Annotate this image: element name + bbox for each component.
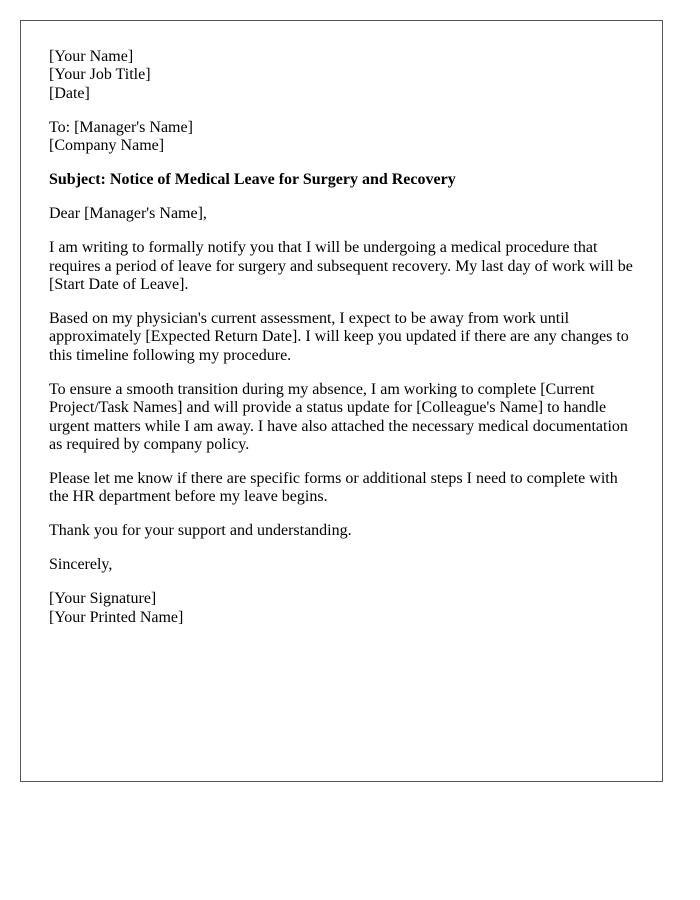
body-paragraph: I am writing to formally notify you that I will be undergoing a medical procedure that requires a period of leave for surgery and subsequent recovery. My last day of work will be [Start Date of Leave].: [49, 239, 633, 294]
sender-block: [49, 48, 634, 103]
recipient-company: [Company Name]: [49, 137, 165, 155]
sender-job-title: [Your Job Title]: [49, 66, 151, 84]
recipient-name: To: [Manager's Name]: [49, 118, 193, 136]
letter-date: [Date]: [49, 84, 90, 102]
body-paragraph: Based on my physician's current assessment, I expect to be away from work until approximately [Expected Return Date]. I will keep you updated if there are any changes to this timeline following my procedure.: [49, 310, 629, 364]
printed-name: [Your Printed Name]: [49, 608, 184, 626]
body-paragraph: Thank you for your support and understanding.: [49, 522, 352, 540]
signature: [Your Signature]: [49, 590, 157, 608]
subject-line: Subject: Notice of Medical Leave for Surgery and Recovery: [49, 171, 456, 189]
body-paragraph: Please let me know if there are specific forms or additional steps I need to complete with the HR department before my leave begins.: [49, 470, 618, 506]
letter: [20, 20, 663, 782]
closing: Sincerely,: [49, 556, 113, 574]
signature-block: [49, 590, 634, 627]
recipient-block: [49, 119, 634, 156]
sender-name: [Your Name]: [49, 48, 134, 65]
salutation: Dear [Manager's Name],: [49, 205, 207, 223]
body-paragraph: To ensure a smooth transition during my absence, I am working to complete [Current Project/Task Names] and will provide a status update for [Colleague's Name] to handle urgent matters while I am away. I have also attached the necessary medical documentation as required by company policy.: [49, 380, 628, 454]
